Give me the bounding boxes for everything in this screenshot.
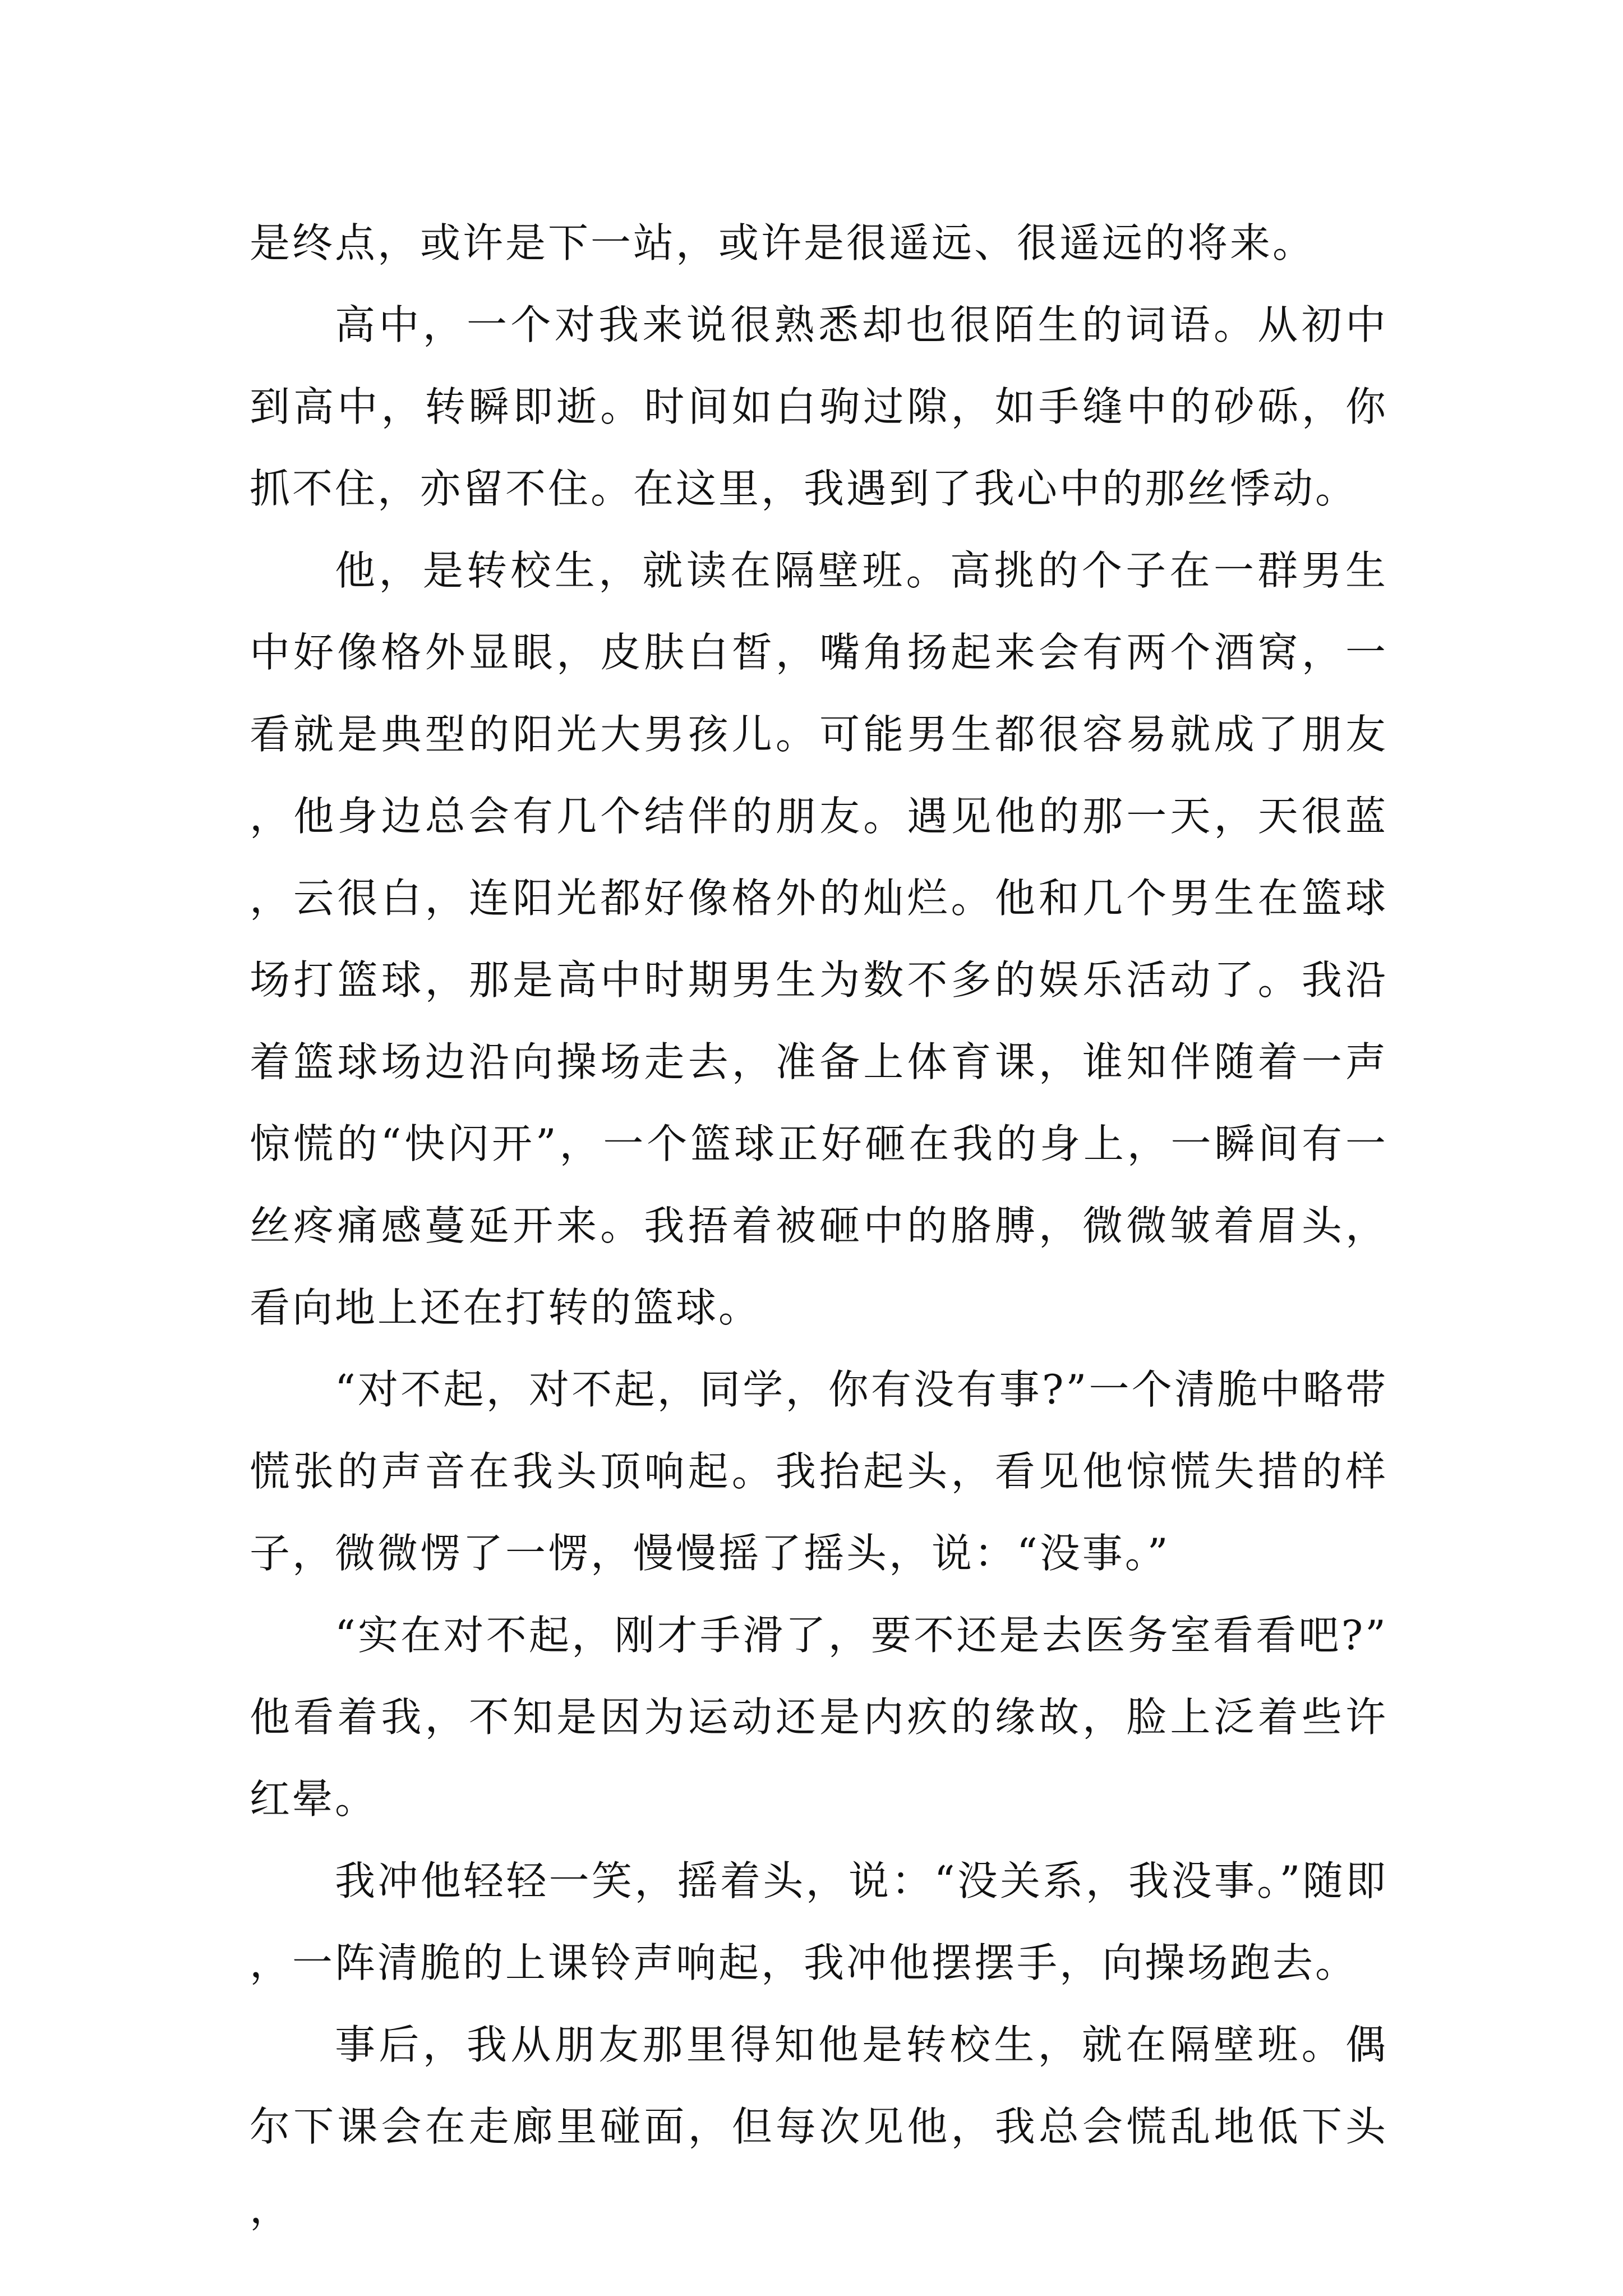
paragraph-transfer-student: 他，是转校生，就读在隔壁班。高挑的个子在一群男生中好像格外显眼，皮肤白皙，嘴角扬起来会有两个酒窝，一看就是典型的阳光大男孩儿。可能男生都很容易就成了朋友，他身边总会有几个结伴的朋友。遇见他的那一天，天很蓝，云很白，连阳光都好像格外的灿烂。他和几个男生在篮球场打篮球，那是高中时期男生为数不多的娱乐活动了。我沿着篮球场边沿向操场走去，准备上体育课，谁知伴随着一声惊慌的“快闪开”，一个篮球正好砸在我的身上，一瞬间有一丝疼痛感蔓延开来。我捂着被砸中的胳膊，微微皱着眉头，看向地上还在打转的篮球。 [250, 547, 1388, 1331]
paragraph-continuation: 是终点，或许是下一站，或许是很遥远、很遥远的将来。 [250, 219, 1316, 266]
paragraph-infirmary: “实在对不起，刚才手滑了，要不还是去医务室看看吧?”他看着我，不知是因为运动还是内疚的缘故，脸上泛着些许红晕。 [250, 1612, 1388, 1823]
paragraph-high-school: 高中，一个对我来说很熟悉却也很陌生的词语。从初中到高中，转瞬即逝。时间如白驹过隙，如手缝中的砂砾，你抓不住，亦留不住。在这里，我遇到了我心中的那丝悸动。 [250, 301, 1388, 512]
paragraph-smile: 我冲他轻轻一笑，摇着头，说：“没关系，我没事。”随即，一阵清脆的上课铃声响起，我冲他摆摆手，向操场跑去。 [250, 1857, 1388, 1986]
paragraph-afterwards: 事后，我从朋友那里得知他是转校生，就在隔壁班。偶尔下课会在走廊里碰面，但每次见他，我总会慌乱地低下头， [250, 2021, 1388, 2232]
body-text [250, 202, 1388, 2249]
paragraph-apology: “对不起，对不起，同学，你有没有事?”一个清脆中略带慌张的声音在我头顶响起。我抬起头，看见他惊慌失措的样子，微微愣了一愣，慢慢摇了摇头，说：“没事。” [250, 1366, 1388, 1577]
